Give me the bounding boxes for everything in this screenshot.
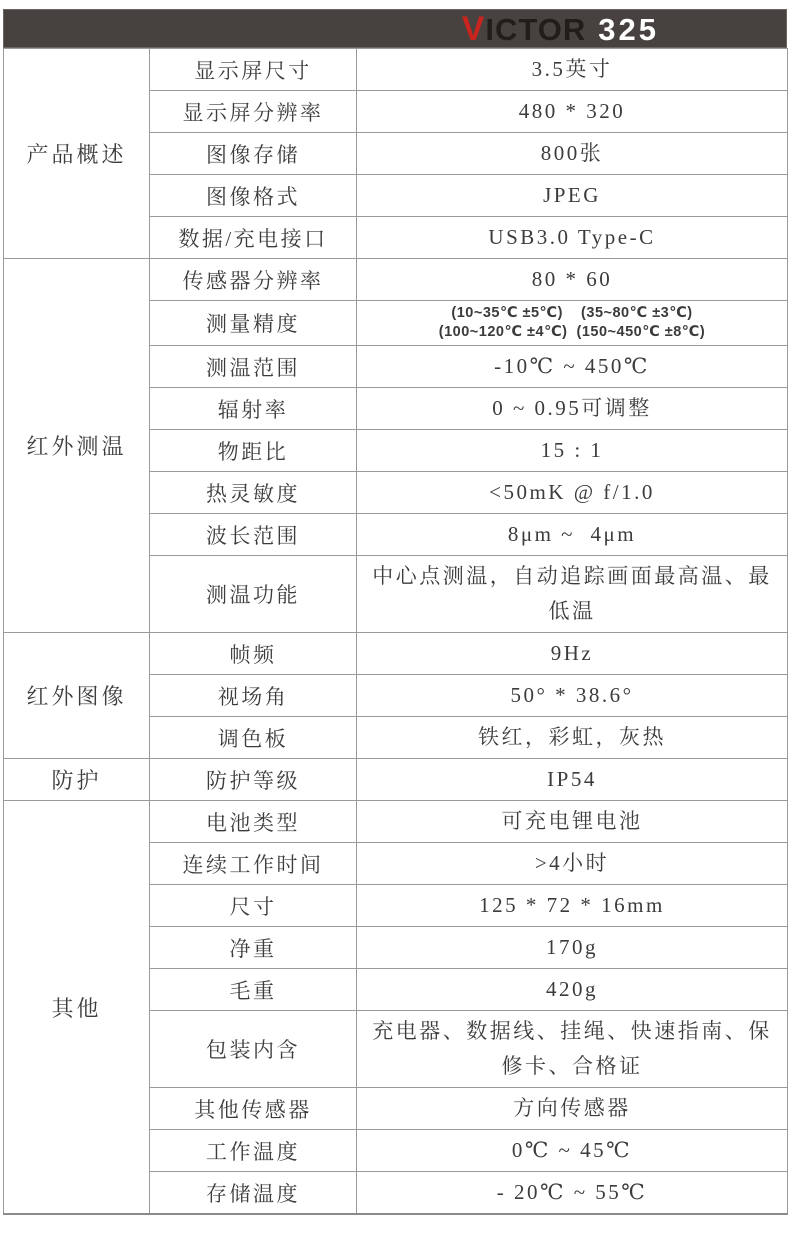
param-label: 波长范围 [150,514,357,556]
param-label: 连续工作时间 [150,843,357,885]
param-label: 物距比 [150,430,357,472]
param-label: 图像格式 [150,175,357,217]
param-label: 显示屏分辨率 [150,91,357,133]
param-value [357,301,788,346]
section-label: 产品概述 [4,49,150,259]
brand-logo-v: V [461,9,486,48]
param-value: 充电器、数据线、挂绳、快速指南、保修卡、合格证 [357,1011,788,1088]
param-value: JPEG [357,175,788,217]
param-label: 包装内含 [150,1011,357,1088]
section-label: 红外图像 [4,633,150,759]
spec-table-body [4,49,788,1215]
section-label: 红外测温 [4,259,150,633]
brand-logo-rest: ICTOR [485,11,587,47]
param-label: 防护等级 [150,759,357,801]
param-value: 方向传感器 [357,1088,788,1130]
param-value: 铁红，彩虹，灰热 [357,717,788,759]
param-label: 热灵敏度 [150,472,357,514]
table-row [4,633,788,675]
param-value: 420g [357,969,788,1011]
param-label: 数据/充电接口 [150,217,357,259]
param-label: 其他传感器 [150,1088,357,1130]
param-value: 15 : 1 [357,430,788,472]
param-value: 8μm ~ 4μm [357,514,788,556]
brand-logo [461,9,659,48]
param-label: 净重 [150,927,357,969]
section-label: 其他 [4,801,150,1215]
brand-model: 325 [598,11,659,47]
param-label: 电池类型 [150,801,357,843]
value-line: (100~120℃ ±4℃) (150~450℃ ±8℃) [438,324,706,340]
param-label: 传感器分辨率 [150,259,357,301]
spec-table [3,48,788,1215]
param-value: 170g [357,927,788,969]
param-value: 0 ~ 0.95可调整 [357,388,788,430]
param-label: 帧频 [150,633,357,675]
param-value: 0℃ ~ 45℃ [357,1130,788,1172]
param-label: 存储温度 [150,1172,357,1215]
param-value: - 20℃ ~ 55℃ [357,1172,788,1215]
param-value: 480 * 320 [357,91,788,133]
param-value: <50mK @ f/1.0 [357,472,788,514]
value-line: (10~35℃ ±5℃) (35~80℃ ±3℃) [451,305,693,321]
param-value: 800张 [357,133,788,175]
table-row [4,49,788,91]
param-label: 视场角 [150,675,357,717]
param-label: 测量精度 [150,301,357,346]
param-value: 9Hz [357,633,788,675]
param-label: 工作温度 [150,1130,357,1172]
param-value: 中心点测温，自动追踪画面最高温、最低温 [357,556,788,633]
param-value: 3.5英寸 [357,49,788,91]
param-value: -10℃ ~ 450℃ [357,346,788,388]
table-row [4,759,788,801]
param-value: USB3.0 Type-C [357,217,788,259]
param-value: IP54 [357,759,788,801]
param-label: 测温范围 [150,346,357,388]
param-label: 图像存储 [150,133,357,175]
section-label: 防护 [4,759,150,801]
param-value: 125 * 72 * 16mm [357,885,788,927]
param-value: 50° * 38.6° [357,675,788,717]
param-value: 80 * 60 [357,259,788,301]
param-label: 尺寸 [150,885,357,927]
table-row [4,801,788,843]
param-value: >4小时 [357,843,788,885]
brand-bar [3,9,787,48]
param-label: 显示屏尺寸 [150,49,357,91]
param-label: 辐射率 [150,388,357,430]
param-value: 可充电锂电池 [357,801,788,843]
table-row [4,259,788,301]
param-label: 毛重 [150,969,357,1011]
param-label: 调色板 [150,717,357,759]
param-label: 测温功能 [150,556,357,633]
